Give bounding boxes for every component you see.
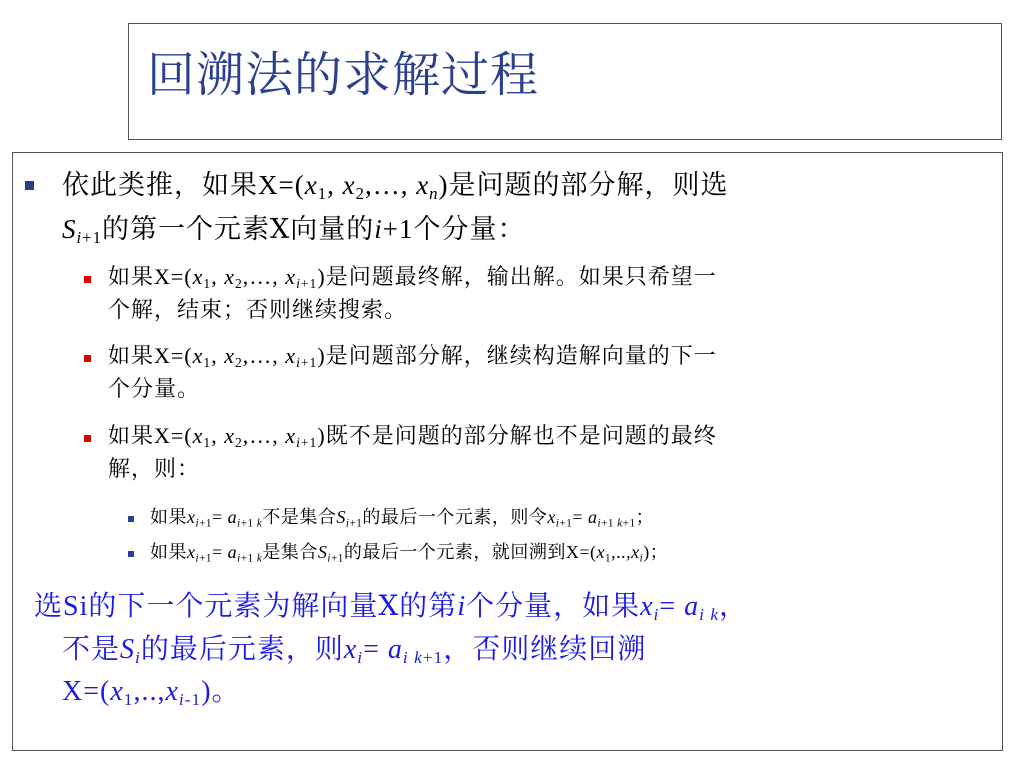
blue-note-line1: [34, 584, 748, 629]
math: $x_{i+1}= a_{i+1 k}$: [187, 542, 263, 565]
title-box: [128, 23, 1002, 140]
text: 选: [34, 589, 64, 622]
text: 如果: [108, 424, 155, 449]
bullet-level1-line1: [62, 166, 729, 205]
text: 个解，结束；否则继续搜索。: [108, 298, 408, 323]
text: 是问题部分解，继续构造解向量的下一: [325, 344, 717, 369]
bullet-level1-line2: [62, 210, 525, 249]
math: $x_i= a_{i k}$: [640, 591, 720, 625]
bullet-level2-a-line1: [108, 262, 717, 293]
blue-note-line3: [62, 669, 241, 714]
bullet-level2-c-line1: [108, 421, 717, 452]
text: 个分量，如果: [466, 589, 641, 622]
bullet-square-icon: [128, 551, 134, 557]
bullet-level2-b-line1: [108, 341, 717, 372]
math: $x_{i+1}= a_{i+1 k}$: [187, 507, 263, 530]
text: ，: [719, 589, 749, 622]
text: 如果: [108, 265, 155, 290]
math: $S_{i+1}$: [62, 214, 102, 248]
text: 的第一个元素X向量的: [101, 214, 375, 245]
text: 是问题最终解，输出解。如果只希望一: [325, 265, 717, 290]
text: ；: [635, 507, 655, 528]
text: 不是: [62, 632, 121, 665]
math: Si: [63, 591, 89, 622]
text: ，否则继续回溯: [443, 632, 647, 665]
bullet-level2-b-line2: [108, 375, 200, 405]
text: 是问题的部分解，则选: [448, 170, 729, 201]
blue-note-line2: [62, 627, 646, 672]
math: $S_i$: [120, 634, 141, 668]
text: 的最后一个元素，就回溯到: [343, 542, 566, 563]
bullet-square-icon: [84, 276, 91, 283]
math: i+1: [374, 214, 414, 244]
text: 是集合: [262, 542, 318, 563]
bullet-level2-c-line2: [108, 455, 200, 485]
text: 个分量。: [108, 377, 201, 402]
bullet-level3-a: [150, 504, 654, 531]
text: 个分量：: [413, 214, 526, 245]
bullet-square-icon: [128, 516, 134, 522]
math: $S_{i+1}$: [336, 507, 363, 530]
text: 的最后元素，则: [140, 632, 344, 665]
math: $X=(x_1,..,x_{i-1})$: [62, 676, 212, 710]
math: $X=(x_1$, $x_2,\dots$, $x_{i+1}$): [154, 423, 326, 451]
math: $X=(x_1,..,x_i)$: [565, 542, 650, 565]
text: 解，则：: [108, 457, 201, 482]
text: 如果: [150, 507, 187, 528]
text: 如果: [150, 542, 187, 563]
math: i: [457, 591, 467, 622]
page-title: 回溯法的求解过程: [147, 47, 540, 103]
math: $x_i= a_{i k+1}$: [343, 634, 444, 668]
math: $X=(x_1$, $x_2,\dots$, $x_{i+1}$): [154, 343, 326, 371]
bullet-level3-b: [150, 539, 668, 566]
text: 依此类推，如果: [62, 170, 258, 201]
text: 既不是问题的部分解也不是问题的最终: [325, 424, 717, 449]
text: 的下一个元素为解向量X的第: [88, 589, 458, 622]
math: $x_{i+1}= a_{i+1 k+1}$: [547, 507, 636, 530]
text: 如果: [108, 344, 155, 369]
text: 的最后一个元素，则令: [362, 507, 548, 528]
bullet-square-icon: [84, 435, 91, 442]
math: $S_{i+1}$: [317, 542, 344, 565]
bullet-square-icon: [25, 181, 34, 190]
text: ；: [649, 542, 669, 563]
text: 不是集合: [262, 507, 337, 528]
math: $X=(x_1$, $x_2,\dots$, $x_{i+1}$): [154, 264, 326, 292]
text: 。: [211, 674, 241, 707]
bullet-level2-a-line2: [108, 296, 407, 326]
math: $X=(x_1$, $x_2,\dots$, $x_n$): [258, 170, 449, 204]
bullet-square-icon: [84, 355, 91, 362]
